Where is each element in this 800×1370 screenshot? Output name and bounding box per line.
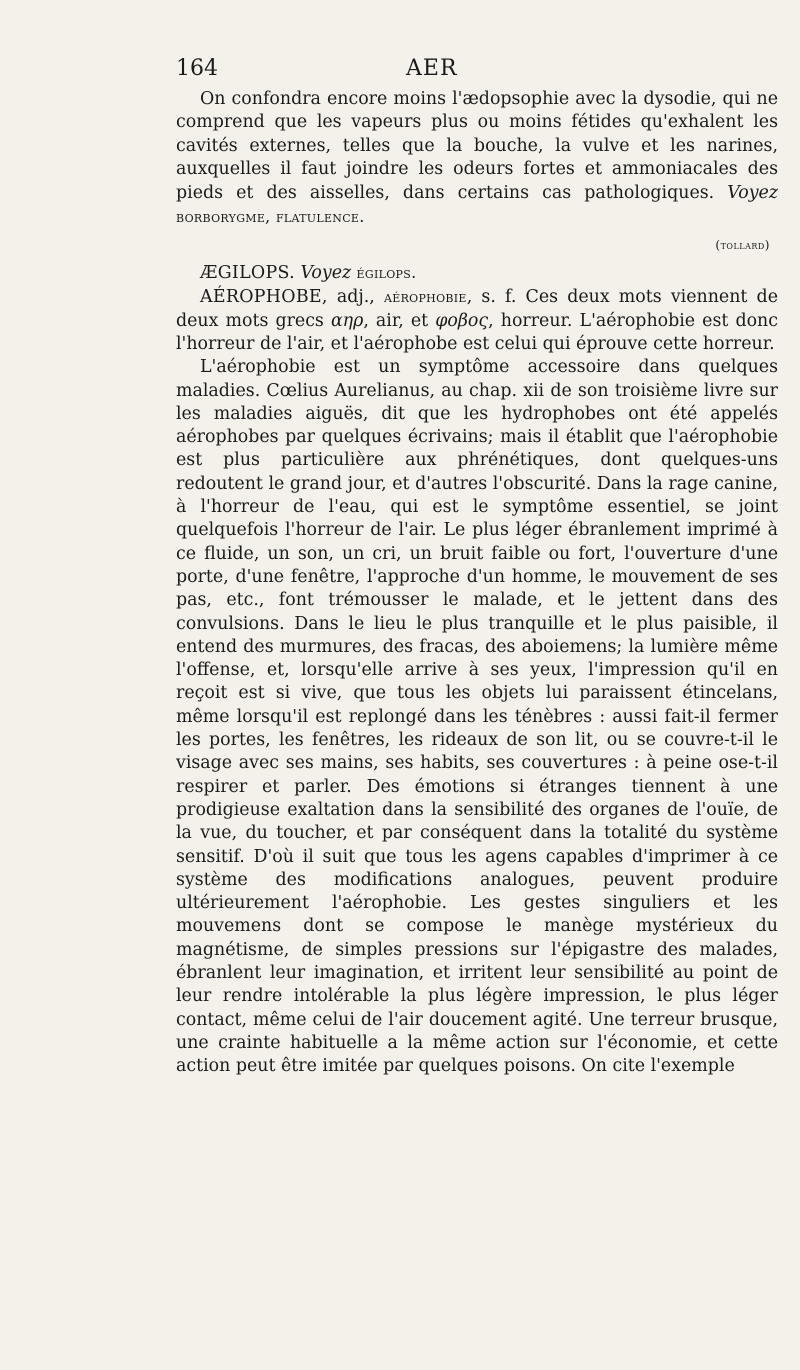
cross-reference: égilops. <box>351 263 417 283</box>
entry-title: ÆGILOPS. <box>200 263 295 284</box>
entry-title: AÉROPHOBE, <box>200 287 328 308</box>
voyez-italic: Voyez <box>300 263 352 284</box>
page-header <box>176 56 778 82</box>
related-term: aérophobie <box>384 287 467 307</box>
body-text <box>176 88 778 1078</box>
paragraph-dysodie: On confondra encore moins l'ædopsophie avec la dysodie, qui ne comprend que les vapeurs plus ou moins fétides qu'exhalent les cavités externes, telles que la bouche, la vulve et les narines, auxquelles il faut joindre les odeurs fortes et ammoniacales des pieds et des aisselles, dans certains cas pathologiques. Voyez borborygme, flatulence. <box>176 89 778 227</box>
running-head: AER <box>406 56 458 81</box>
greek-word: αηρ <box>330 310 364 331</box>
author-signature: (tollard) <box>715 237 770 252</box>
cross-reference: borborygme, flatulence. <box>176 207 365 227</box>
voyez-italic: Voyez <box>727 183 778 204</box>
entry-aegilops <box>176 261 778 285</box>
paragraph-aerophobie: L'aérophobie est un symptôme accessoire dans quelques maladies. Cœlius Aurelianus, au chap. xii de son troisième livre sur les maladies aiguës, dit que les hydrophobes ont été appelés aérophobes par quelques écrivains; mais il établit que l'aérophobie est plus particulière aux phrénétiques, dont quelques-uns redoutent le grand jour, et d'autres l'obscurité. Dans la rage canine, à l'horreur de l'eau, qui est le symptôme essentiel, se joint quelquefois l'horreur de l'air. Le plus léger ébranlement imprimé à ce fluide, un son, un cri, un bruit faible ou fort, l'ouverture d'une porte, d'une fenêtre, l'approche d'un homme, le mouvement de ses pas, etc., font trémousser le malade, et le jettent dans des convulsions. Dans le lieu le plus tranquille et le plus paisible, il entend des murmures, des fracas, des aboiemens; la lumière même l'offense, et, lorsqu'elle arrive à ses yeux, l'impression qu'il en reçoit est si vive, que tous les objets lui paraissent étincelans, même lorsqu'il est replongé dans les ténèbres : aussi fait-il fermer les portes, les fenêtres, les rideaux de son lit, ou se couvre-t-il le visage avec ses mains, ses habits, ses couvertures : à peine ose-t-il respirer et parler. Des émotions si étranges tiennent à une prodigieuse exaltation dans la sensibilité des organes de l'ouïe, de la vue, du toucher, et par conséquent dans la totalité du système sensitif. D'où il suit que tous les agens capables d'imprimer à ce système des modifications analogues, peuvent produire ultérieurement l'aérophobie. Les gestes singuliers et les mouvemens dont se compose le manège mystérieux du magnétisme, de simples pressions sur l'épigastre des malades, ébranlent leur imagination, et irritent leur sensibilité au point de leur rendre intolérable la plus légère impression, le plus léger contact, même celui de l'air doucement agité. Une terreur brusque, une crainte habituelle a la même action sur l'économie, et cette action peut être imitée par quelques poisons. On cite l'exemple <box>176 357 778 1077</box>
greek-word: φοβος <box>435 310 489 331</box>
entry-aerophobe: AÉROPHOBE, adj., aérophobie, s. f. Ces deux mots viennent de deux mots grecs αηρ, air, et φοβος, horreur. L'aérophobie est donc l'horreur de l'air, et l'aérophobe est celui qui éprouve cette horreur. <box>176 287 778 354</box>
page-number: 164 <box>176 56 218 81</box>
